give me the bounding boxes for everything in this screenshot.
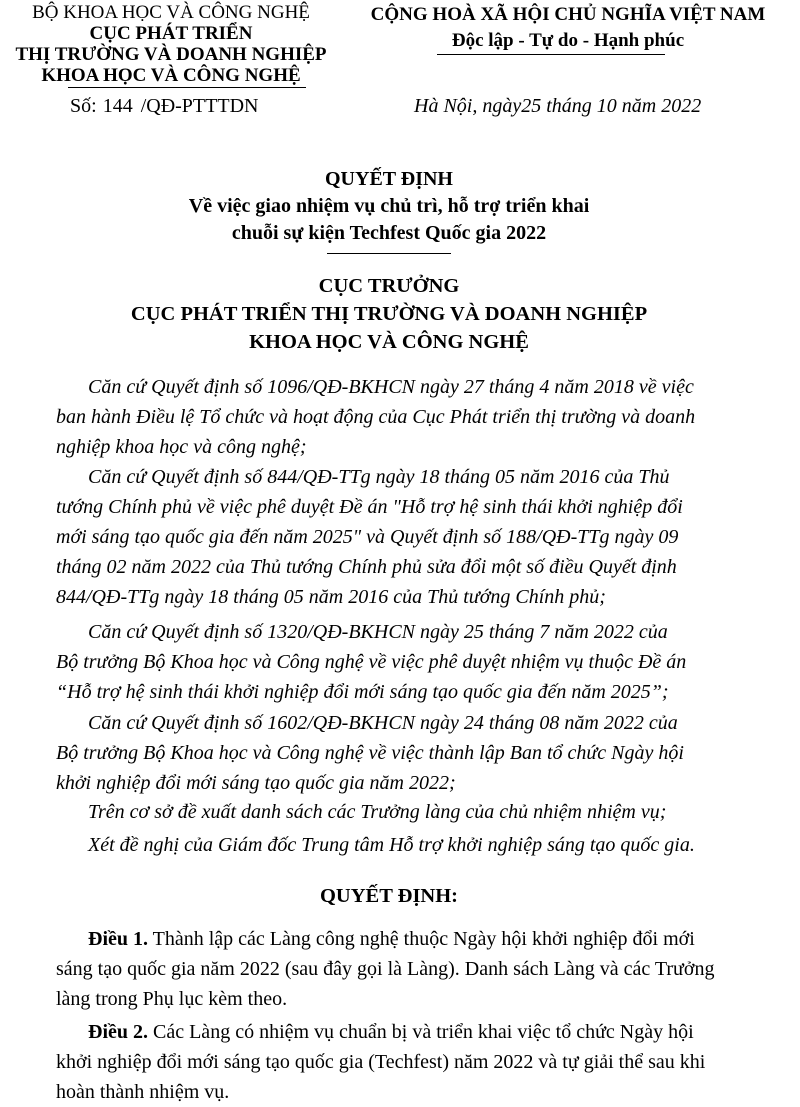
text-line: Căn cứ Quyết định số 1096/QĐ-BKHCN ngày 27 tháng 4 năm 2018 về việc: [88, 376, 694, 398]
text-line: sáng tạo quốc gia năm 2022 (sau đây gọi là Làng). Danh sách Làng và các Trưởng: [56, 958, 715, 980]
text-line: Căn cứ Quyết định số 1320/QĐ-BKHCN ngày 25 tháng 7 năm 2022 của: [88, 621, 668, 643]
text-line: làng trong Phụ lục kèm theo.: [56, 988, 288, 1010]
text-line: ban hành Điều lệ Tổ chức và hoạt động của Cục Phát triển thị trường và doanh: [56, 406, 696, 428]
text-line: mới sáng tạo quốc gia đến năm 2025" và Quyết định số 188/QĐ-TTg ngày 09: [56, 526, 679, 548]
agency-name-line2: THỊ TRƯỜNG VÀ DOANH NGHIỆP: [15, 44, 327, 65]
motto-underline: [437, 54, 665, 55]
document-number-value: 144: [102, 95, 133, 117]
text-line: 844/QĐ-TTg ngày 18 tháng 05 năm 2016 của Thủ tướng Chính phủ;: [56, 586, 606, 608]
authority-block: [0, 272, 778, 356]
country-name: CỘNG HOÀ XÃ HỘI CHỦ NGHĨA VIỆT NAM: [370, 4, 766, 25]
text-line: Căn cứ Quyết định số 1602/QĐ-BKHCN ngày 24 tháng 08 năm 2022 của: [88, 712, 678, 734]
document-subject-line2: chuỗi sự kiện Techfest Quốc gia 2022: [231, 222, 547, 244]
ministry-name: BỘ KHOA HỌC VÀ CÔNG NGHỆ: [32, 2, 310, 23]
article-first-line: [56, 924, 756, 954]
agency-name-line3: KHOA HỌC VÀ CÔNG NGHỆ: [41, 65, 301, 86]
text-line: “Hỗ trợ hệ sinh thái khởi nghiệp đổi mới sáng tạo quốc gia đến năm 2025”;: [56, 681, 669, 703]
text-line: Bộ trưởng Bộ Khoa học và Công nghệ về việc phê duyệt nhiệm vụ thuộc Đề án: [56, 651, 687, 673]
text-line: Trên cơ sở đề xuất danh sách các Trưởng làng của chủ nhiệm nhiệm vụ;: [88, 801, 667, 823]
text-line: Xét đề nghị của Giám đốc Trung tâm Hỗ trợ khởi nghiệp sáng tạo quốc gia.: [88, 834, 695, 856]
authority-title: CỤC TRƯỞNG: [318, 275, 460, 297]
article-text: Thành lập các Làng công nghệ thuộc Ngày hội khởi nghiệp đổi mới: [152, 928, 695, 950]
preamble-paragraph-3: [56, 617, 756, 707]
preamble-paragraph-6: [56, 830, 756, 860]
article-first-line: [56, 1017, 756, 1047]
text-line: hoàn thành nhiệm vụ.: [56, 1081, 230, 1103]
document-number: [70, 95, 258, 118]
text-line: khởi nghiệp đổi mới sáng tạo quốc gia năm 2022;: [56, 772, 456, 794]
article-label: Điều 2.: [88, 1021, 148, 1043]
preamble-paragraph-1: [56, 372, 756, 462]
document-number-suffix: /QĐ-PTTTDN: [140, 95, 259, 117]
text-line: Căn cứ Quyết định số 844/QĐ-TTg ngày 18 tháng 05 năm 2016 của Thủ: [88, 466, 670, 488]
text-line: tướng Chính phủ về việc phê duyệt Đề án "Hỗ trợ hệ sinh thái khởi nghiệp đổi: [56, 496, 683, 518]
authority-agency-line1: CỤC PHÁT TRIỂN THỊ TRƯỜNG VÀ DOANH NGHIỆP: [130, 303, 648, 325]
article-1: [56, 924, 756, 1014]
article-label: Điều 1.: [88, 928, 148, 950]
authority-agency-line2: KHOA HỌC VÀ CÔNG NGHỆ: [249, 331, 529, 353]
document-title-block: [0, 166, 778, 247]
text-line: nghiệp khoa học và công nghệ;: [56, 436, 307, 458]
text-line: tháng 02 năm 2022 của Thủ tướng Chính phủ sửa đổi một số điều Quyết định: [56, 556, 677, 578]
article-text: Các Làng có nhiệm vụ chuẩn bị và triển khai việc tổ chức Ngày hội: [153, 1021, 694, 1043]
preamble-paragraph-4: [56, 708, 756, 798]
document-type: QUYẾT ĐỊNH: [325, 168, 453, 190]
title-underline: [327, 253, 451, 254]
preamble-paragraph-5: [56, 797, 756, 827]
document-number-prefix: Số:: [70, 95, 97, 117]
agency-underline: [68, 87, 306, 88]
preamble-paragraph-2: [56, 462, 756, 612]
document-subject-line1: Về việc giao nhiệm vụ chủ trì, hỗ trợ triển khai: [188, 195, 590, 217]
issuing-agency-block: [6, 2, 336, 86]
decision-heading: QUYẾT ĐỊNH:: [319, 885, 458, 907]
issue-date: Hà Nội, ngày25 tháng 10 năm 2022: [414, 95, 702, 117]
national-motto-block: [336, 2, 800, 54]
article-2: [56, 1017, 756, 1107]
text-line: khởi nghiệp đổi mới sáng tạo quốc gia (Techfest) năm 2022 và tự giải thể sau khi: [56, 1051, 706, 1073]
national-motto: Độc lập - Tự do - Hạnh phúc: [451, 30, 685, 51]
text-line: Bộ trưởng Bộ Khoa học và Công nghệ về việc thành lập Ban tổ chức Ngày hội: [56, 742, 684, 764]
agency-name-line1: CỤC PHÁT TRIỂN: [89, 23, 253, 44]
